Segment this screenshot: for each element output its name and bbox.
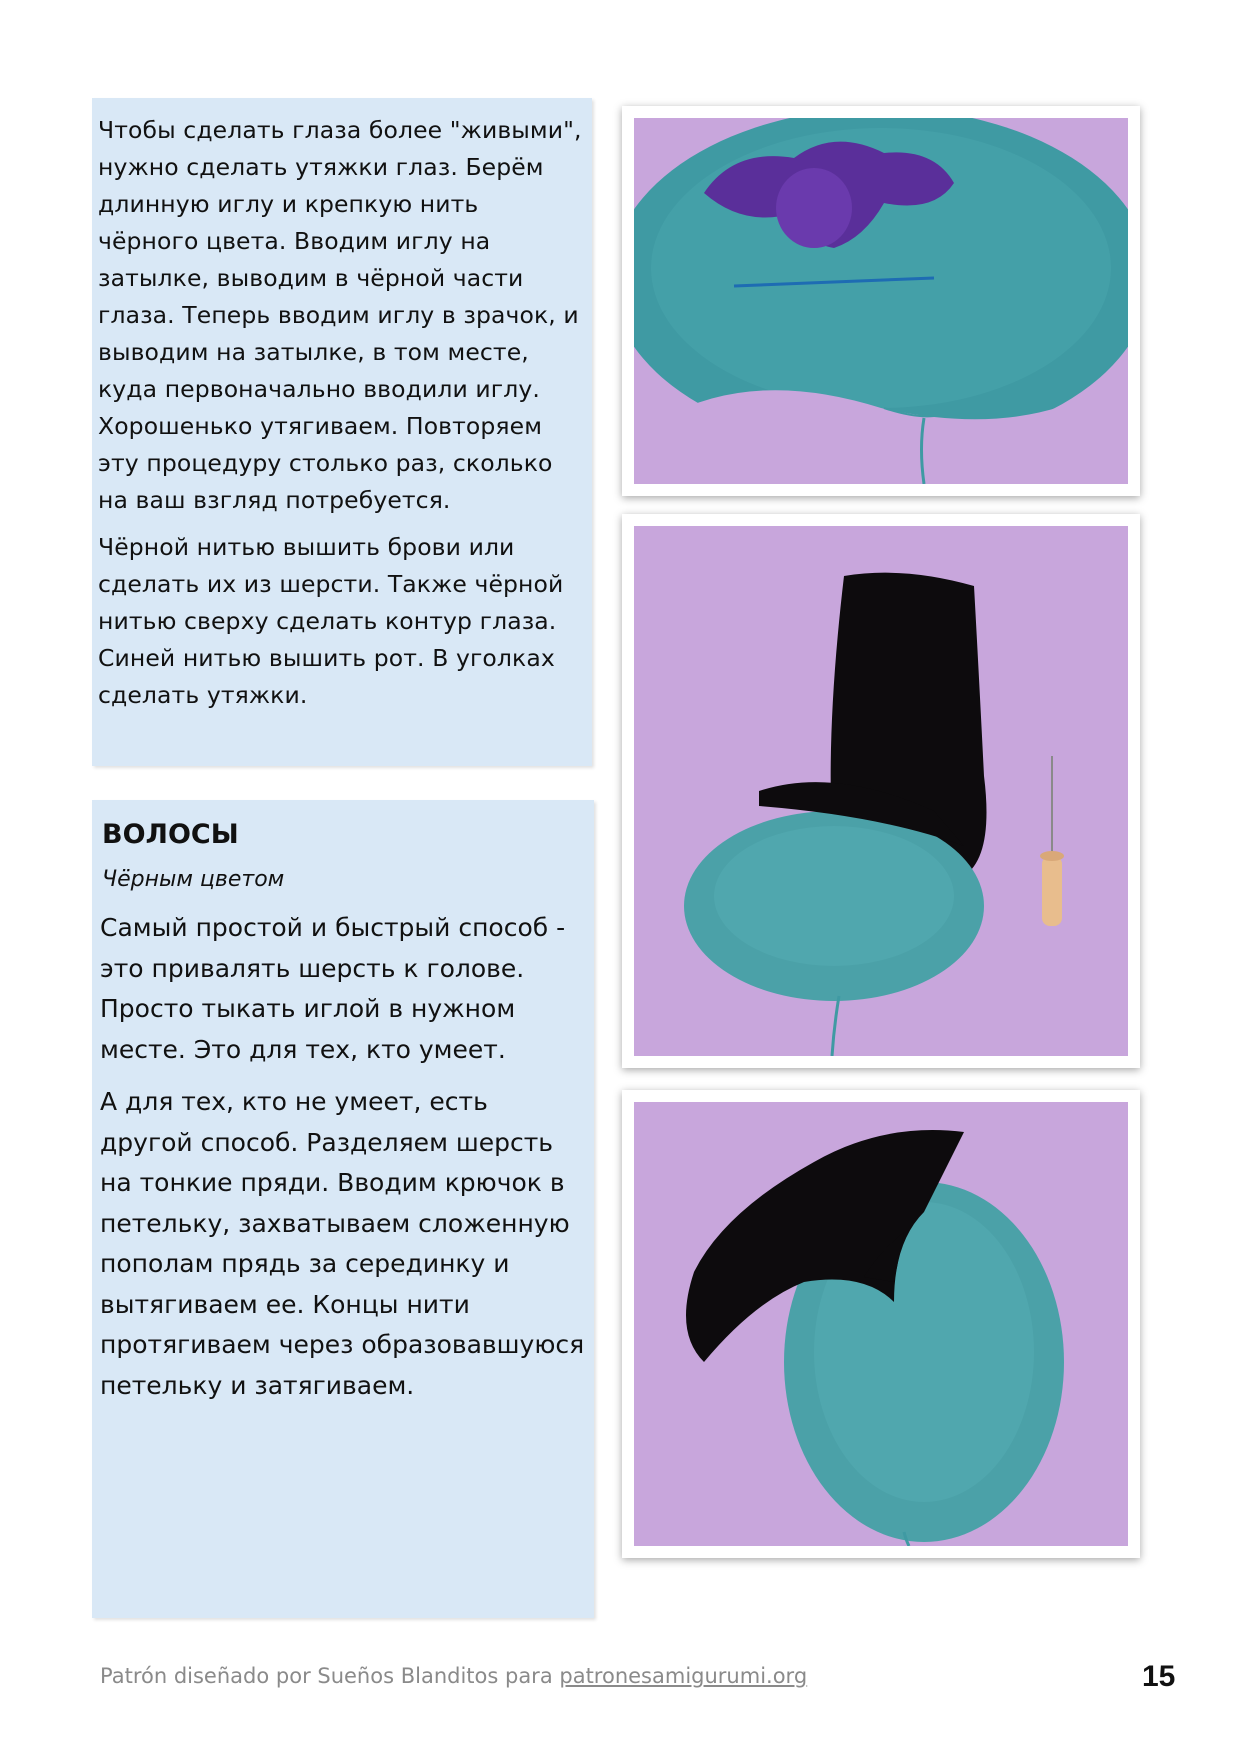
- photo-head-hair-side: [622, 1090, 1140, 1558]
- hair-paragraph-2: А для тех, кто не умеет, есть другой способ. Разделяем шерсть на тонкие пряди. Вводим крючок в петельку, захватываем сложенную пополам прядь за серединку и вытягиваем ее. Концы нити протягиваем через образовавшуюся петельку и затягиваем.: [100, 1087, 585, 1400]
- eyes-text-box: [92, 98, 592, 766]
- hair-heading: ВОЛОСЫ: [102, 819, 239, 850]
- photo-head-hair-felting: [622, 514, 1140, 1068]
- hair-subtitle: Чёрным цветом: [102, 867, 285, 892]
- footer-credit: [100, 1664, 807, 1688]
- hair-felting-illustration: [634, 526, 1128, 1056]
- hair-side-illustration: [634, 1102, 1128, 1546]
- footer-credit-text: Patrón diseñado por Sueños Blanditos para: [100, 1664, 560, 1688]
- footer-site-link[interactable]: patronesamigurumi.org: [559, 1664, 808, 1688]
- hair-paragraph-1: Самый простой и быстрый способ - это привалять шерсть к голове. Просто тыкать иглой в нужном месте. Это для тех, кто умеет.: [100, 913, 566, 1064]
- eyes-paragraph-2: Чёрной нитью вышить брови или сделать их из шерсти. Также чёрной нитью сверху сделать контур глаза. Синей нитью вышить рот. В уголках сделать утяжки.: [98, 533, 564, 709]
- photo-head-front: [622, 106, 1140, 496]
- page-number: 15: [1142, 1660, 1176, 1693]
- eyes-paragraph-1: Чтобы сделать глаза более "живыми", нужно сделать утяжки глаз. Берём длинную иглу и крепкую нить чёрного цвета. Вводим иглу на затылке, выводим в чёрной части глаза. Теперь вводим иглу в зрачок, и выводим на затылке, в том месте, куда первоначально вводили иглу. Хорошенько утягиваем. Повторяем эту процедуру столько раз, сколько на ваш взгляд потребуется.: [98, 116, 582, 514]
- hair-text-box: [92, 800, 594, 1618]
- head-front-illustration: [634, 118, 1128, 484]
